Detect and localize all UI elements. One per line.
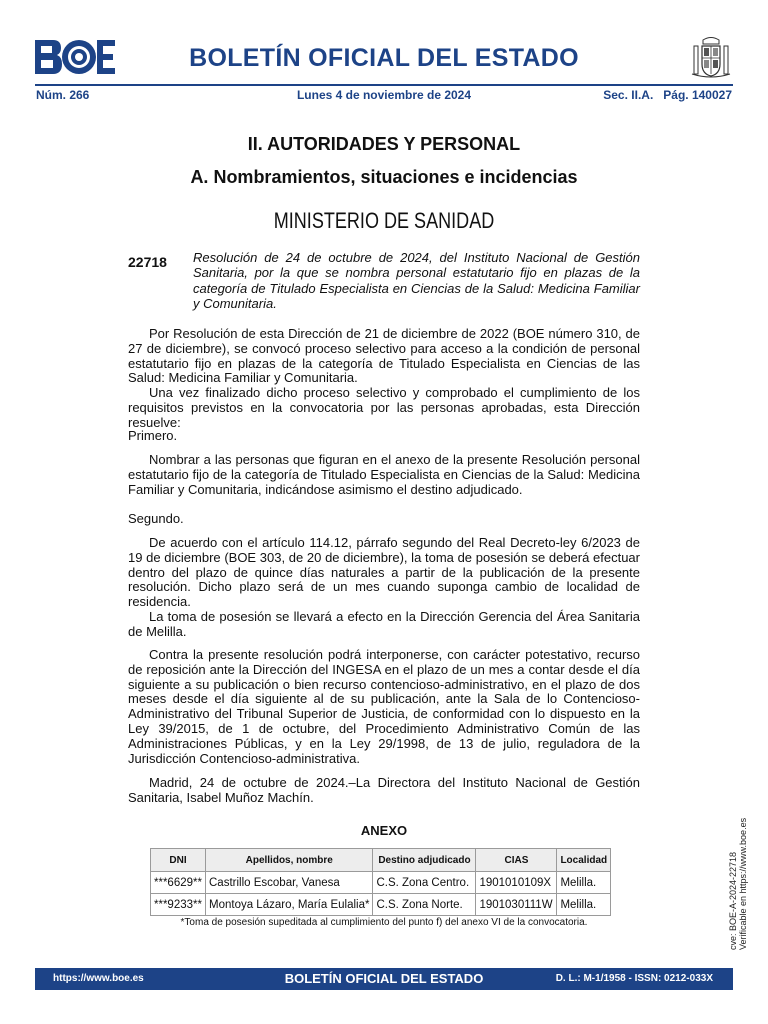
footer-title: BOLETÍN OFICIAL DEL ESTADO — [284, 971, 484, 986]
coat-of-arms-icon — [690, 36, 732, 80]
table-cell: C.S. Zona Norte. — [373, 894, 476, 916]
issue-number: Núm. 266 — [36, 88, 90, 102]
table-cell: C.S. Zona Centro. — [373, 872, 476, 894]
clause-heading — [128, 429, 640, 444]
clause-primero: Primero. — [128, 428, 178, 443]
annex-table — [150, 848, 611, 916]
header-divider — [35, 84, 733, 86]
footer-bar — [35, 968, 733, 990]
paragraph: De acuerdo con el artículo 114.12, párrafo segundo del Real Decreto-ley 6/2023 de 19 de diciembre (BOE 303, de 20 de diciembre), la toma de posesión se deberá efectuar dentro del plazo de quince días naturales a partir de la publicación de la presente resolución. Dicho plazo será de un mes cuando suponga cambio de localidad de residencia. — [128, 535, 640, 610]
paragraph: Una vez finalizado dicho proceso selectivo y comprobado el cumplimiento de los requisitos previstos en la convocatoria por las personas aprobadas, esta Dirección resuelve: — [128, 385, 640, 430]
paragraph: Nombrar a las personas que figuran en el anexo de la presente Resolución personal estatutario fijo de la categoría de Titulado Especialista en Ciencias de la Salud: Medicina Familiar y Comunitaria, indicándose asimismo el destino adjudicado. — [128, 452, 640, 497]
column-header: CIAS — [476, 849, 557, 872]
annex-title: ANEXO — [360, 823, 408, 838]
annex-footnote: *Toma de posesión supeditada al cumplimiento del punto f) del anexo VI de la convocatoria. — [180, 917, 588, 928]
section-heading: II. AUTORIDADES Y PERSONAL — [247, 134, 521, 154]
table-cell: ***9233** — [151, 894, 206, 916]
paragraph: La toma de posesión se llevará a efecto en la Dirección Gerencia del Área Sanitaria de Melilla. — [128, 608, 640, 639]
body-primero — [128, 453, 640, 497]
column-header: Destino adjudicado — [373, 849, 476, 872]
footer-legal: D. L.: M-1/1958 - ISSN: 0212-033X — [555, 973, 713, 984]
paragraph: Madrid, 24 de octubre de 2024.–La Directora del Instituto Nacional de Gestión Sanitaria, Isabel Muñoz Machín. — [128, 775, 640, 805]
body-intro — [128, 327, 640, 431]
entry-summary: Resolución de 24 de octubre de 2024, del Instituto Nacional de Gestión Sanitaria, por la que se nombra personal estatutario fijo en plazas de la categoría de Titulado Especialista en Ciencias de la Salud: Medicina Familiar y Comunitaria. — [193, 250, 640, 312]
table-cell: 1901010109X — [476, 872, 557, 894]
footer-url-link[interactable]: https://www.boe.es — [53, 973, 144, 984]
paragraph: Contra la presente resolución podrá interponerse, con carácter potestativo, recurso de reposición ante la Dirección del INGESA en el plazo de un mes a contar desde el día siguiente a su publicación o bien recurso contencioso-administrativo, en el plazo de dos meses desde el día siguiente al de su publicación, ante la Sala de lo Contencioso-Administrativo del Tribunal Superior de Justicia, de conformidad con lo dispuesto en la Ley 39/2015, de 1 de octubre, del Procedimiento Administrativo Común de las Administraciones Públicas, y en la Ley 29/1998, de 13 de julio, reguladora de la Jurisdicción Contencioso-administrativa. — [128, 647, 640, 766]
table-header-row — [151, 849, 611, 872]
clause-heading — [128, 512, 640, 527]
column-header: Apellidos, nombre — [206, 849, 373, 872]
cve-code: cve: BOE-A-2024-22718 — [728, 851, 738, 950]
table-cell: Melilla. — [557, 872, 611, 894]
gazette-title: BOLETÍN OFICIAL DEL ESTADO — [189, 44, 579, 72]
column-header: Localidad — [557, 849, 611, 872]
body-appeal — [128, 648, 640, 766]
section-page: Sec. II.A. Pág. 140027 — [603, 88, 732, 102]
body-signature — [128, 776, 640, 806]
table-cell: ***6629** — [151, 872, 206, 894]
table-cell: 1901030111W — [476, 894, 557, 916]
entry-number: 22718 — [128, 254, 167, 270]
body-segundo — [128, 536, 640, 640]
table-cell: Melilla. — [557, 894, 611, 916]
paragraph: Por Resolución de esta Dirección de 21 de diciembre de 2022 (BOE número 310, de 27 de diciembre), se convocó proceso selectivo para acceso a la condición de personal estatutario fijo en plazas de la categoría de Titulado Especialista en Ciencias de las Salud: Medicina Familiar y Comunitaria. — [128, 326, 640, 386]
ministry-heading: MINISTERIO DE SANIDAD — [273, 208, 495, 233]
issue-date: Lunes 4 de noviembre de 2024 — [296, 88, 472, 102]
verification-link[interactable]: Verificable en https://www.boe.es — [738, 817, 748, 950]
table-row — [151, 872, 611, 894]
table-row — [151, 894, 611, 916]
table-cell: Montoya Lázaro, María Eulalia* — [206, 894, 373, 916]
subsection-heading: A. Nombramientos, situaciones e incidencias — [190, 167, 578, 187]
verification-sidebar — [728, 818, 748, 950]
column-header: DNI — [151, 849, 206, 872]
table-cell: Castrillo Escobar, Vanesa — [206, 872, 373, 894]
clause-segundo: Segundo. — [128, 511, 184, 526]
